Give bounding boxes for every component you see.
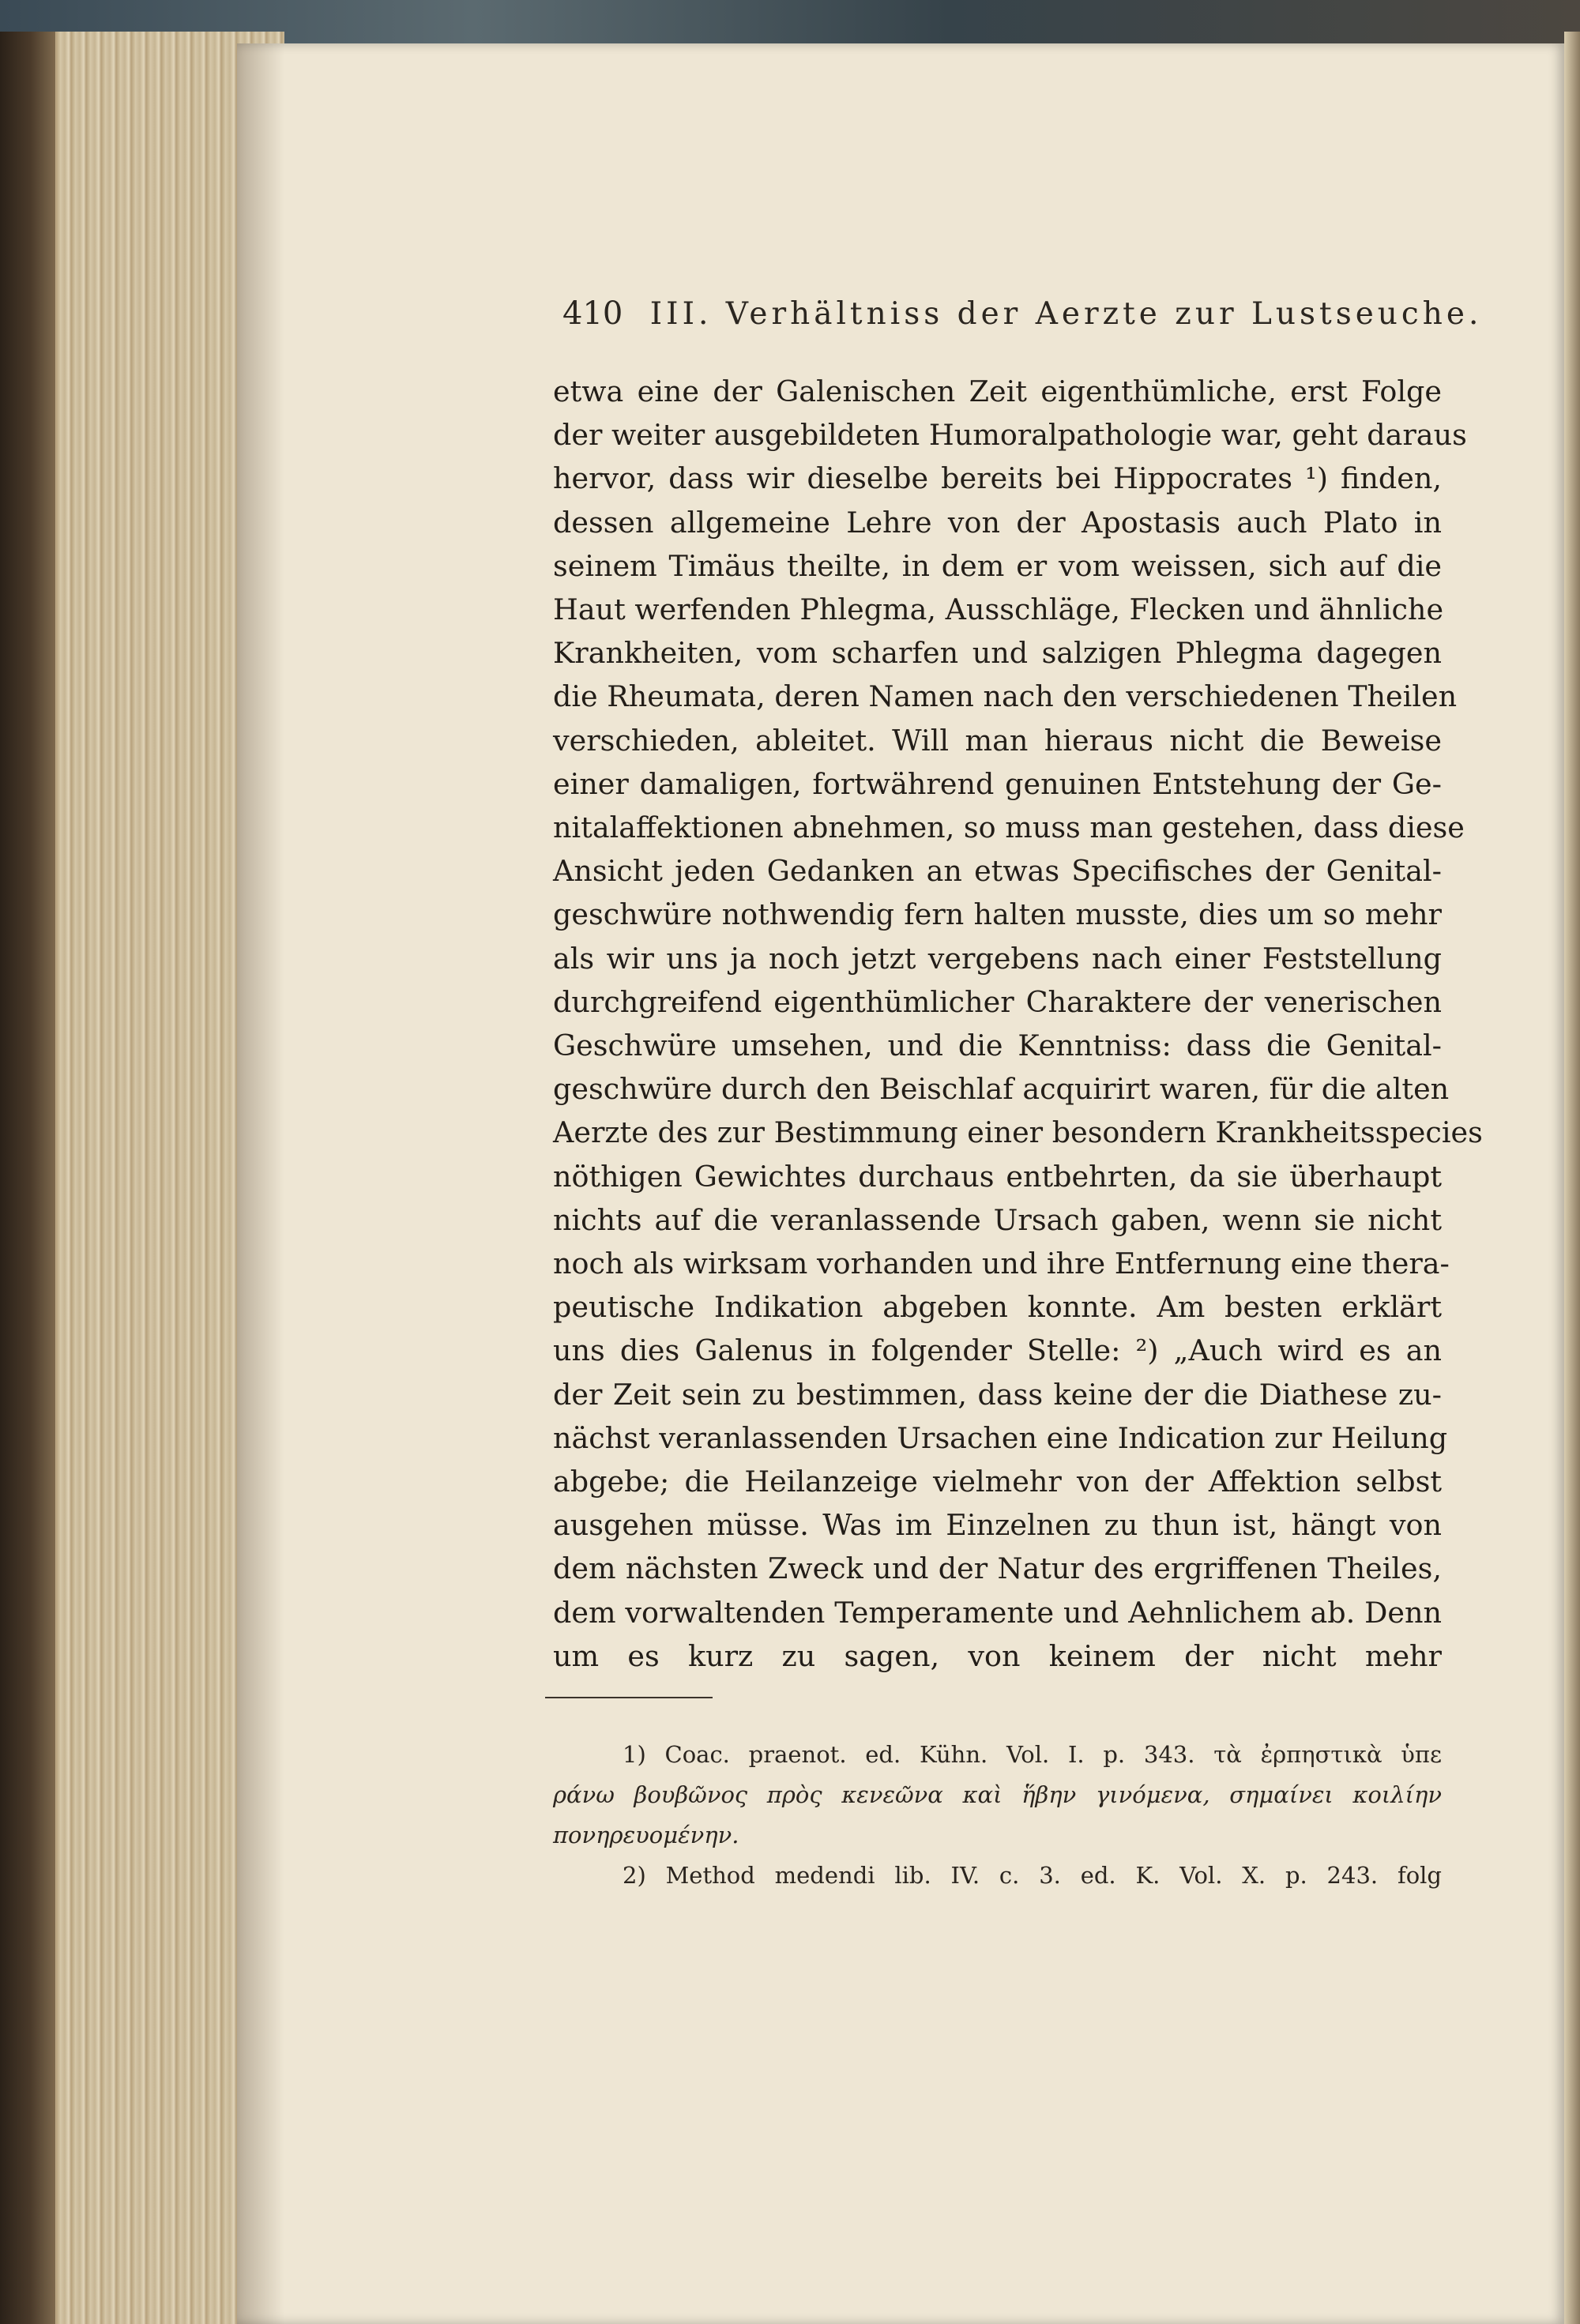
text-line: nitalaffektionen abnehmen, so muss man gestehen, dass diese [553,810,1465,845]
text-line: verschieden, ableitet. Will man hieraus nicht die Beweise [553,723,1442,758]
text-line: uns dies Galenus in folgender Stelle: ²) „Auch wird es an [553,1333,1442,1368]
text-line: einer damaligen, fortwährend genuinen Entstehung der Ge- [553,766,1442,801]
text-line: die Rheumata, deren Namen nach den verschiedenen Theilen [553,679,1458,714]
text-line: der weiter ausgebildeten Humoralpathologie war, geht daraus [553,418,1467,453]
footnotes [553,1735,1442,1896]
footnote-1-greek-line: ράνω βουβῶνος πρὸς κενεῶνα καὶ ἥβην γινόμενα, σημαίνει κοιλίην [553,1781,1442,1808]
text-line: peutische Indikation abgeben konnte. Am besten erklärt [553,1290,1442,1325]
footnote-1-greek-line: πονηρευομένην. [553,1822,739,1848]
page-right-edge [1564,32,1580,2324]
text-line: geschwüre durch den Beischlaf acquirirt waren, für die alten [553,1072,1450,1107]
page-fold-shadow [237,43,284,2324]
text-line: nichts auf die veranlassende Ursach gaben, wenn sie nicht [553,1202,1442,1237]
text-line: durchgreifend eigenthümlicher Charaktere der venerischen [553,984,1442,1019]
text-line: Haut werfenden Phlegma, Ausschläge, Flecken und ähnliche [553,592,1444,627]
running-title: III. Verhältniss der Aerzte zur Lustseuche. [649,296,1483,332]
text-line: Geschwüre umsehen, und die Kenntniss: dass die Genital- [553,1029,1442,1063]
text-line: nächst veranlassenden Ursachen eine Indication zur Heilung [553,1420,1448,1455]
text-line: seinem Timäus theilte, in dem er vom weissen, sich auf die [553,548,1442,583]
text-line: Krankheiten, vom scharfen und salzigen Phlegma dagegen [553,636,1442,671]
footnote-2-line: 2) Method medendi lib. IV. c. 3. ed. K. Vol. X. p. 243. folg [623,1862,1442,1889]
footnote-1-line: 1) Coac. praenot. ed. Kühn. Vol. I. p. 343. τὰ ἐρπηστικὰ ὑπε [623,1741,1442,1768]
text-line: Aerzte des zur Bestimmung einer besondern Krankheitsspecies [553,1115,1483,1150]
text-line: um es kurz zu sagen, von keinem der nicht mehr [553,1638,1442,1673]
text-line: hervor, dass wir dieselbe bereits bei Hippocrates ¹) finden, [553,461,1442,496]
text-line: dessen allgemeine Lehre von der Apostasis auch Plato in [553,505,1442,540]
text-line: abgebe; die Heilanzeige vielmehr von der Affektion selbst [553,1465,1442,1499]
text-line: geschwüre nothwendig fern halten musste, dies um so mehr [553,897,1442,932]
text-line: noch als wirksam vorhanden und ihre Entfernung eine thera- [553,1247,1450,1281]
text-line: dem nächsten Zweck und der Natur des ergriffenen Theiles, [553,1551,1442,1586]
book-spine-edge [0,32,55,2324]
text-line: Ansicht jeden Gedanken an etwas Specifisches der Genital- [553,854,1442,889]
text-line: nöthigen Gewichtes durchaus entbehrten, da sie überhaupt [553,1159,1442,1194]
text-line: ausgehen müsse. Was im Einzelnen zu thun ist, hängt von [553,1508,1442,1543]
text-line: dem vorwaltenden Temperamente und Aehnlichem ab. Denn [553,1595,1442,1630]
text-line: etwa eine der Galenischen Zeit eigenthümliche, erst Folge [553,374,1442,408]
footnote-rule [545,1697,713,1698]
text-line: als wir uns ja noch jetzt vergebens nach einer Feststellung [553,941,1442,976]
running-header [562,295,1483,332]
text-line: der Zeit sein zu bestimmen, dass keine der die Diathese zu- [553,1377,1442,1412]
main-text [553,370,1483,1678]
page-number: 410 [562,295,623,332]
